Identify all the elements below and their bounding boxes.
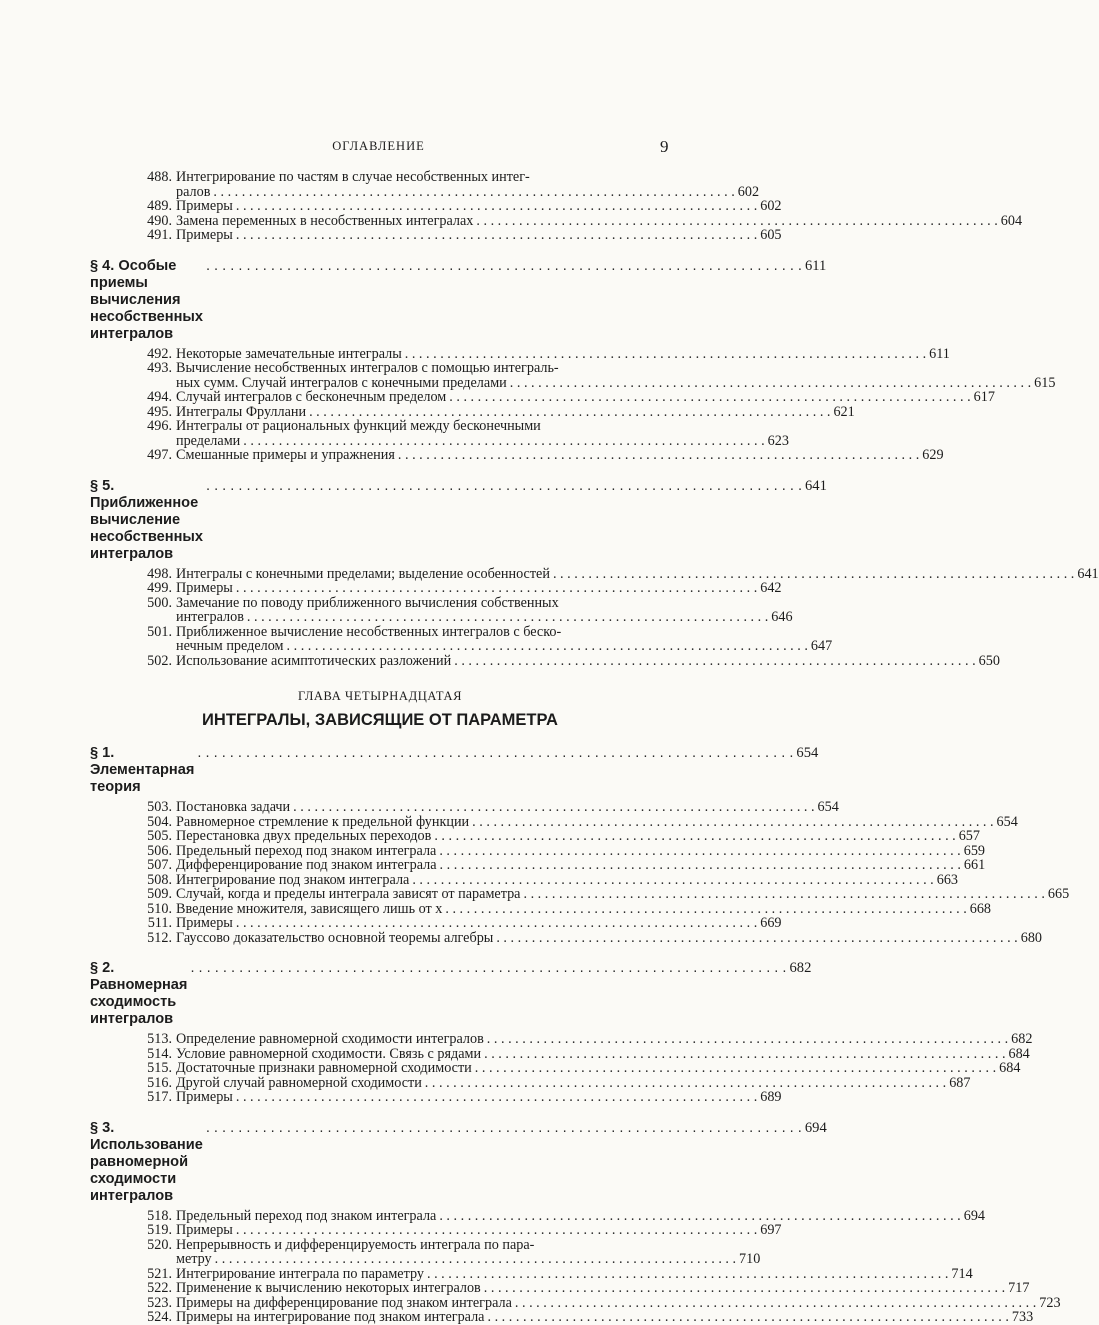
toc-entry[interactable]: [90, 915, 782, 931]
entry-number: 500.: [147, 594, 172, 611]
entry-page: 623: [767, 432, 789, 449]
entry-number: 501.: [147, 623, 172, 640]
entry-title-line: нечным пределом: [176, 638, 284, 654]
entry-page: 611: [929, 345, 950, 362]
entry-last-line: [176, 1045, 1030, 1062]
entry-last-line: [176, 652, 1000, 669]
entry-number: 517.: [147, 1089, 172, 1105]
entry-page: 602: [737, 183, 760, 200]
entry-body: [176, 929, 1042, 946]
entry-page: 689: [760, 1089, 782, 1105]
entry-number: 504.: [147, 813, 172, 830]
toc-entry[interactable]: [90, 813, 1018, 830]
leader-dots: [449, 390, 970, 405]
page-header: [0, 137, 757, 157]
entry-number: 492.: [147, 345, 172, 362]
entry-title-line: ных сумм. Случай интегралов с конечными пределами: [176, 374, 507, 391]
entry-title-line: Другой случай равномерной сходимости: [176, 1074, 422, 1091]
entry-page: 668: [969, 900, 992, 917]
toc-entry[interactable]: [90, 1089, 782, 1105]
entry-last-line: [176, 432, 789, 449]
entry-last-line: [176, 565, 1099, 582]
entry-last-line: [176, 1251, 761, 1267]
entry-body: [176, 418, 789, 449]
entry-title-line: Предельный переход под знаком интеграла: [176, 1207, 437, 1224]
entry-number: 519.: [147, 1222, 172, 1238]
entry-body: [176, 1089, 782, 1105]
entry-title-line: Условие равномерной сходимости. Связь с рядами: [176, 1045, 482, 1062]
entry-page: 684: [999, 1060, 1021, 1076]
entry-body: [176, 1265, 973, 1282]
entry-number: 516.: [147, 1074, 172, 1091]
entry-title-line: Определение равномерной сходимости интегралов: [176, 1031, 484, 1047]
entry-body: [176, 212, 1023, 229]
toc-entry[interactable]: [90, 403, 855, 420]
leader-dots: [472, 815, 993, 830]
section-page: 694: [804, 1119, 827, 1136]
entry-body: [176, 1045, 1030, 1062]
entry-body: [176, 1060, 1021, 1076]
toc-entry[interactable]: [90, 447, 944, 463]
entry-title-line: интегралов: [176, 609, 244, 625]
entry-last-line: [176, 1265, 973, 1282]
entry-page: 647: [810, 638, 833, 654]
toc-entry[interactable]: [90, 418, 789, 449]
chapter-title: ИНТЕГРАЛЫ, ЗАВИСЯЩИЕ ОТ ПАРАМЕТРА: [202, 711, 558, 729]
entry-number: 491.: [147, 227, 172, 243]
entry-title-line: Примеры на дифференцирование под знаком интеграла: [176, 1294, 512, 1311]
entry-page: 615: [1034, 374, 1056, 391]
toc-entry[interactable]: [90, 900, 992, 917]
leader-dots: [445, 902, 966, 917]
leader-dots: [236, 581, 757, 596]
entry-title-line: Случай интегралов с бесконечным пределом: [176, 389, 447, 405]
entry-last-line: [176, 915, 782, 931]
entry-page: 687: [949, 1074, 971, 1091]
entry-title-line: Равномерное стремление к предельной функции: [176, 813, 470, 830]
entry-number: 520.: [147, 1236, 172, 1253]
entry-body: [176, 857, 986, 873]
running-title: ОГЛАВЛЕНИЕ: [332, 139, 425, 153]
entry-number: 524.: [147, 1309, 172, 1325]
section-title: § 5. Приближенное вычисление несобственных интегралов: [90, 477, 203, 562]
entry-page: 657: [958, 828, 980, 844]
leader-dots: [197, 745, 793, 762]
toc-entry[interactable]: [90, 1294, 1061, 1311]
entry-title-line: Интегрирование интеграла по параметру: [176, 1265, 424, 1282]
leader-dots: [206, 258, 802, 275]
entry-page: 641: [1077, 565, 1099, 582]
page-number: 9: [660, 137, 669, 156]
leader-dots: [476, 214, 997, 229]
entry-page: 710: [739, 1251, 761, 1267]
leader-dots: [439, 844, 960, 859]
entry-last-line: [176, 1089, 782, 1105]
leader-dots: [287, 639, 808, 654]
toc-entry[interactable]: [90, 1207, 985, 1224]
entry-body: [176, 886, 1070, 902]
entry-body: [176, 828, 980, 844]
section-title: § 2. Равномерная сходимость интегралов: [90, 960, 188, 1027]
leader-dots: [206, 1120, 802, 1137]
entry-last-line: [176, 1060, 1021, 1076]
leader-dots: [236, 199, 757, 214]
entry-last-line: [176, 871, 958, 888]
leader-dots: [510, 376, 1031, 391]
entry-body: [176, 360, 1056, 391]
section-page: 682: [789, 960, 812, 976]
entry-title-line: Приближенное вычисление несобственных интегралов с беско-: [176, 623, 562, 640]
entry-title-line: Вычисление несобственных интегралов с помощью интеграль-: [176, 360, 559, 376]
section-heading[interactable]: [90, 745, 819, 796]
leader-dots: [484, 1281, 1005, 1296]
toc-entry[interactable]: [90, 212, 1023, 229]
entry-title-line: Дифференцирование под знаком интеграла: [176, 857, 437, 873]
section-heading[interactable]: [90, 257, 827, 343]
entry-title-line: пределами: [176, 432, 241, 449]
toc-entry[interactable]: [90, 1280, 1030, 1296]
entry-number: 510.: [147, 900, 172, 917]
toc-entry[interactable]: [90, 1031, 1033, 1047]
entry-page: 714: [951, 1265, 973, 1282]
leader-dots: [523, 887, 1044, 902]
toc-entry[interactable]: [90, 389, 995, 405]
leader-dots: [425, 1076, 946, 1091]
entry-page: 654: [817, 799, 839, 815]
entry-last-line: [176, 813, 1018, 830]
section-page: 641: [805, 477, 827, 494]
entry-body: [176, 447, 944, 463]
entry-number: 518.: [147, 1207, 172, 1224]
leader-dots: [427, 1267, 948, 1282]
section-title: § 1. Элементарная теория: [90, 745, 195, 795]
leader-dots: [398, 448, 919, 463]
section-title: § 3. Использование равномерной сходимости интегралов: [90, 1119, 203, 1204]
entry-title-line: Постановка задачи: [176, 799, 291, 815]
toc-entry[interactable]: [90, 623, 833, 654]
entry-body: [176, 345, 950, 362]
entry-body: [176, 1294, 1061, 1311]
entry-title-line: Введение множителя, зависящего лишь от x: [176, 900, 443, 917]
toc-entry[interactable]: [90, 227, 782, 243]
leader-dots: [215, 1252, 736, 1267]
entry-title-line: Замечание по поводу приближенного вычисления собственных: [176, 594, 559, 611]
entry-title-line: Интегралы от рациональных функций между бесконечными: [176, 418, 541, 434]
leader-dots: [487, 1032, 1008, 1047]
entry-last-line: [176, 1074, 971, 1091]
entry-page: 663: [936, 871, 958, 888]
entry-number: 490.: [147, 212, 172, 229]
entry-title-line: Интегралы Фруллани: [176, 403, 307, 420]
entry-number: 503.: [147, 799, 172, 815]
leader-dots: [412, 873, 933, 888]
leader-dots: [496, 931, 1017, 946]
section-heading[interactable]: [90, 1119, 827, 1205]
toc-entry[interactable]: [90, 652, 1000, 669]
entry-last-line: [176, 886, 1070, 902]
toc-entry[interactable]: [90, 594, 793, 625]
entry-page: 684: [1008, 1045, 1030, 1062]
toc-part-continued: [90, 169, 1099, 669]
leader-dots: [439, 1209, 960, 1224]
entry-title-line: Примеры: [176, 198, 233, 214]
entry-title-line: Некоторые замечательные интегралы: [176, 345, 402, 362]
leader-dots: [247, 610, 768, 625]
entry-number: 506.: [147, 842, 172, 859]
section-heading[interactable]: [90, 960, 812, 1028]
section-heading[interactable]: [90, 477, 827, 563]
toc-entry[interactable]: [90, 828, 980, 844]
entry-last-line: [176, 1309, 1034, 1325]
entry-title-line: Примеры на интегрирование под знаком интеграла: [176, 1309, 485, 1325]
entry-body: [176, 652, 1000, 669]
toc-entry[interactable]: [90, 1074, 971, 1091]
entry-body: [176, 813, 1018, 830]
entry-title-line: Примеры: [176, 1089, 233, 1105]
toc-entry[interactable]: [90, 1309, 1034, 1325]
toc-entry[interactable]: [90, 886, 1070, 902]
entry-title-line: метру: [176, 1251, 212, 1267]
leader-dots: [206, 478, 802, 495]
entry-title-line: Примеры: [176, 580, 233, 596]
entry-number: 523.: [147, 1294, 172, 1311]
entry-title-line: Применение к вычислению некоторых интегралов: [176, 1280, 481, 1296]
leader-dots: [487, 1310, 1008, 1325]
leader-dots: [553, 567, 1074, 582]
entry-number: 496.: [147, 418, 172, 434]
entry-last-line: [176, 609, 793, 625]
entry-number: 494.: [147, 389, 172, 405]
entry-body: [176, 169, 760, 200]
entry-number: 499.: [147, 580, 172, 596]
entry-title-line: Примеры: [176, 915, 233, 931]
entry-body: [176, 1309, 1034, 1325]
entry-last-line: [176, 828, 980, 844]
toc-entry[interactable]: [90, 565, 1099, 582]
entry-number: 522.: [147, 1280, 172, 1296]
leader-dots: [190, 960, 786, 977]
leader-dots: [236, 916, 757, 931]
entry-number: 489.: [147, 198, 172, 214]
entry-title-line: Случай, когда и пределы интеграла зависят от параметра: [176, 886, 521, 902]
entry-number: 512.: [147, 929, 172, 946]
entry-last-line: [176, 389, 995, 405]
entry-body: [176, 389, 995, 405]
entry-body: [176, 799, 839, 815]
entry-number: 521.: [147, 1265, 172, 1282]
entry-number: 511.: [147, 915, 172, 931]
entry-last-line: [176, 1207, 985, 1224]
toc-entry[interactable]: [90, 1045, 1030, 1062]
entry-page: 604: [1000, 212, 1023, 229]
entry-page: 717: [1008, 1280, 1030, 1296]
entry-page: 642: [760, 580, 782, 596]
entry-number: 509.: [147, 886, 172, 902]
entry-number: 502.: [147, 652, 172, 669]
entry-page: 669: [760, 915, 782, 931]
leader-dots: [236, 228, 757, 243]
toc-entry[interactable]: [90, 857, 986, 873]
leader-dots: [475, 1061, 996, 1076]
entry-last-line: [176, 857, 986, 873]
entry-last-line: [176, 345, 950, 362]
entry-page: 665: [1047, 886, 1070, 902]
entry-last-line: [176, 447, 944, 463]
entry-title-line: Непрерывность и дифференцируемость интеграла по пара-: [176, 1236, 535, 1253]
entry-number: 507.: [147, 857, 172, 873]
entry-body: [176, 1031, 1033, 1047]
entry-title-line: Предельный переход под знаком интеграла: [176, 842, 437, 859]
entry-last-line: [176, 929, 1042, 946]
entry-body: [176, 842, 985, 859]
entry-number: 514.: [147, 1045, 172, 1062]
entry-last-line: [176, 799, 839, 815]
toc-entry[interactable]: [90, 198, 782, 214]
entry-number: 508.: [147, 871, 172, 888]
leader-dots: [243, 434, 764, 449]
leader-dots: [236, 1090, 757, 1105]
entry-title-line: ралов: [176, 183, 211, 200]
entry-body: [176, 580, 782, 596]
entry-last-line: [176, 638, 833, 654]
entry-body: [176, 623, 833, 654]
entry-body: [176, 1236, 761, 1267]
toc-entry[interactable]: [90, 842, 985, 859]
table-of-contents: [90, 169, 1099, 1325]
leader-dots: [515, 1296, 1036, 1311]
toc-entry[interactable]: [90, 360, 1056, 391]
section-page: 654: [796, 745, 819, 761]
entry-body: [176, 1207, 985, 1224]
entry-body: [176, 198, 782, 214]
toc-entry[interactable]: [90, 580, 782, 596]
entry-title-line: Достаточные признаки равномерной сходимости: [176, 1060, 472, 1076]
entry-body: [176, 1074, 971, 1091]
entry-last-line: [176, 580, 782, 596]
entry-last-line: [176, 374, 1056, 391]
toc-chapter-fourteen: [90, 745, 1070, 1325]
entry-last-line: [176, 1222, 782, 1238]
leader-dots: [293, 800, 814, 815]
entry-page: 617: [973, 389, 995, 405]
entry-title-line: Интегрирование по частям в случае несобственных интег-: [176, 169, 530, 185]
entry-last-line: [176, 1280, 1030, 1296]
entry-page: 682: [1011, 1031, 1033, 1047]
entry-number: 493.: [147, 360, 172, 376]
leader-dots: [454, 654, 975, 669]
entry-last-line: [176, 1031, 1033, 1047]
toc-entry[interactable]: [90, 169, 760, 200]
section-title: § 4. Особые приемы вычисления несобственных интегралов: [90, 257, 203, 342]
entry-number: 515.: [147, 1060, 172, 1076]
leader-dots: [213, 185, 734, 200]
toc-entry[interactable]: [90, 1236, 761, 1267]
entry-page: 723: [1039, 1294, 1061, 1311]
entry-title-line: Интегрирование под знаком интеграла: [176, 871, 410, 888]
toc-entry[interactable]: [90, 1222, 782, 1238]
entry-body: [176, 1280, 1030, 1296]
entry-last-line: [176, 227, 782, 243]
entry-page: 602: [760, 198, 782, 214]
entry-body: [176, 227, 782, 243]
entry-last-line: [176, 900, 992, 917]
entry-page: 697: [760, 1222, 782, 1238]
entry-title-line: Перестановка двух предельных переходов: [176, 828, 432, 844]
entry-body: [176, 565, 1099, 582]
entry-title-line: Примеры: [176, 1222, 233, 1238]
entry-page: 680: [1020, 929, 1042, 946]
entry-number: 495.: [147, 403, 172, 420]
entry-page: 654: [996, 813, 1018, 830]
entry-number: 505.: [147, 828, 172, 844]
toc-entry[interactable]: [90, 871, 958, 888]
entry-last-line: [176, 212, 1023, 229]
entry-last-line: [176, 1294, 1061, 1311]
entry-page: 621: [833, 403, 855, 420]
entry-title-line: Замена переменных в несобственных интегралах: [176, 212, 474, 229]
entry-body: [176, 900, 992, 917]
toc-entry[interactable]: [90, 1060, 1021, 1076]
leader-dots: [309, 405, 830, 420]
entry-title-line: Смешанные примеры и упражнения: [176, 447, 395, 463]
leader-dots: [405, 347, 926, 362]
entry-number: 497.: [147, 447, 172, 463]
leader-dots: [484, 1047, 1005, 1062]
entry-title-line: Использование асимптотических разложений: [176, 652, 452, 669]
toc-entry[interactable]: [90, 799, 839, 815]
toc-entry[interactable]: [90, 1265, 973, 1282]
chapter-label: ГЛАВА ЧЕТЫРНАДЦАТАЯ: [297, 689, 463, 703]
entry-page: 650: [978, 652, 1000, 669]
entry-page: 646: [771, 609, 793, 625]
entry-title-line: Интегралы с конечными пределами; выделение особенностей: [176, 565, 550, 582]
entry-last-line: [176, 198, 782, 214]
toc-entry[interactable]: [90, 345, 950, 362]
entry-body: [176, 403, 855, 420]
section-page: 611: [804, 257, 827, 274]
entry-body: [176, 594, 793, 625]
entry-page: 733: [1011, 1309, 1034, 1325]
entry-title-line: Гауссово доказательство основной теоремы алгебры: [176, 929, 494, 946]
entry-last-line: [176, 403, 855, 420]
leader-dots: [236, 1223, 757, 1238]
entry-page: 605: [760, 227, 782, 243]
entry-last-line: [176, 183, 760, 200]
entry-page: 629: [922, 447, 944, 463]
leader-dots: [434, 829, 955, 844]
entry-page: 694: [963, 1207, 985, 1224]
entry-last-line: [176, 842, 985, 859]
entry-page: 661: [963, 857, 986, 873]
leader-dots: [440, 858, 961, 873]
entry-body: [176, 1222, 782, 1238]
entry-number: 513.: [147, 1031, 172, 1047]
entry-body: [176, 915, 782, 931]
toc-entry[interactable]: [90, 929, 1042, 946]
entry-number: 498.: [147, 565, 172, 582]
entry-title-line: Примеры: [176, 227, 233, 243]
entry-body: [176, 871, 958, 888]
entry-number: 488.: [147, 169, 172, 185]
entry-page: 659: [963, 842, 985, 859]
